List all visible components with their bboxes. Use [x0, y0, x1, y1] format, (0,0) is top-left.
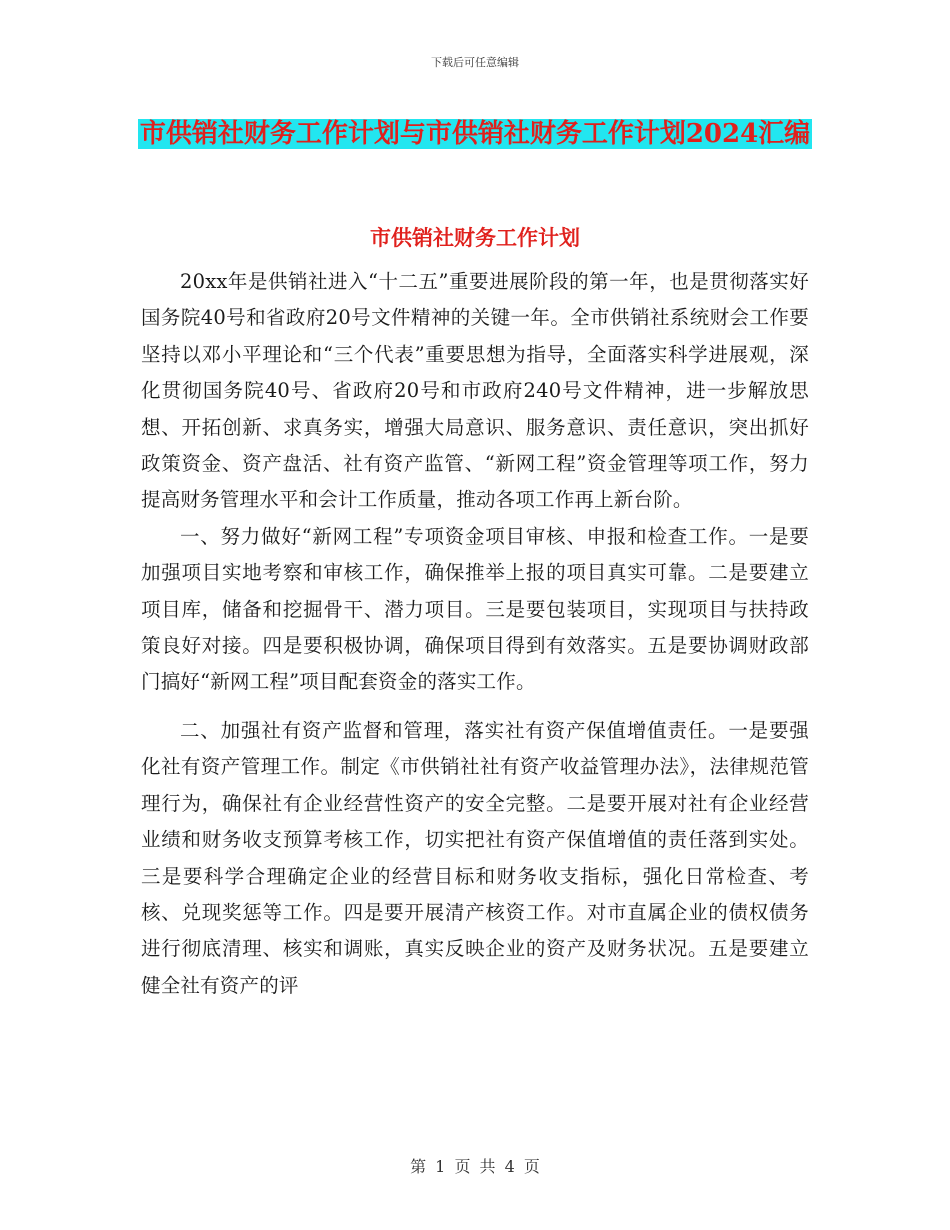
document-body — [141, 264, 809, 1004]
page-footer: 第 1 页 共 4 页 — [410, 1157, 540, 1176]
paragraph-item-1: 一、努力做好“新网工程”专项资金项目审核、申报和检查工作。一是要加强项目实地考察和审核工作，确保推举上报的项目真实可靠。二是要建立项目库，储备和挖掘骨干、潜力项目。三是要包装项目，实现项目与扶持政策良好对接。四是要积极协调，确保项目得到有效落实。五是要协调财政部门搞好“新网工程”项目配套资金的落实工作。 — [141, 524, 809, 694]
document-title — [120, 112, 830, 156]
section-title: 市供销社财务工作计划 — [370, 225, 580, 250]
paragraph-intro: 20xx年是供销社进入“十二五”重要进展阶段的第一年，也是贯彻落实好国务院40号和省政府20号文件精神的关键一年。全市供销社系统财会工作要坚持以邓小平理论和“三个代表”重要思想为指导，全面落实科学进展观，深化贯彻国务院40号、省政府20号和市政府240号文件精神，进一步解放思想、开拓创新、求真务实，增强大局意识、服务意识、责任意识，突出抓好政策资金、资产盘活、社有资产监管、“新网工程”资金管理等项工作，努力提高财务管理水平和会计工作质量，推动各项工作再上新台阶。 — [141, 270, 809, 512]
paragraph-item-2: 二、加强社有资产监督和管理，落实社有资产保值增值责任。一是要强化社有资产管理工作。制定《市供销社社有资产收益管理办法》，法律规范管理行为，确保社有企业经营性资产的安全完整。二是要开展对社有企业经营业绩和财务收支预算考核工作，切实把社有资产保值增值的责任落到实处。三是要科学合理确定企业的经营目标和财务收支指标，强化日常检查、考核、兑现奖惩等工作。四是要开展清产核资工作。对市直属企业的债权债务进行彻底清理、核实和调账，真实反映企业的资产及财务状况。五是要建立健全社有资产的评 — [141, 718, 809, 997]
document-title-text: 市供销社财务工作计划与市供销社财务工作计划2024汇编 — [139, 119, 811, 149]
header-note: 下载后可任意编辑 — [431, 56, 519, 69]
